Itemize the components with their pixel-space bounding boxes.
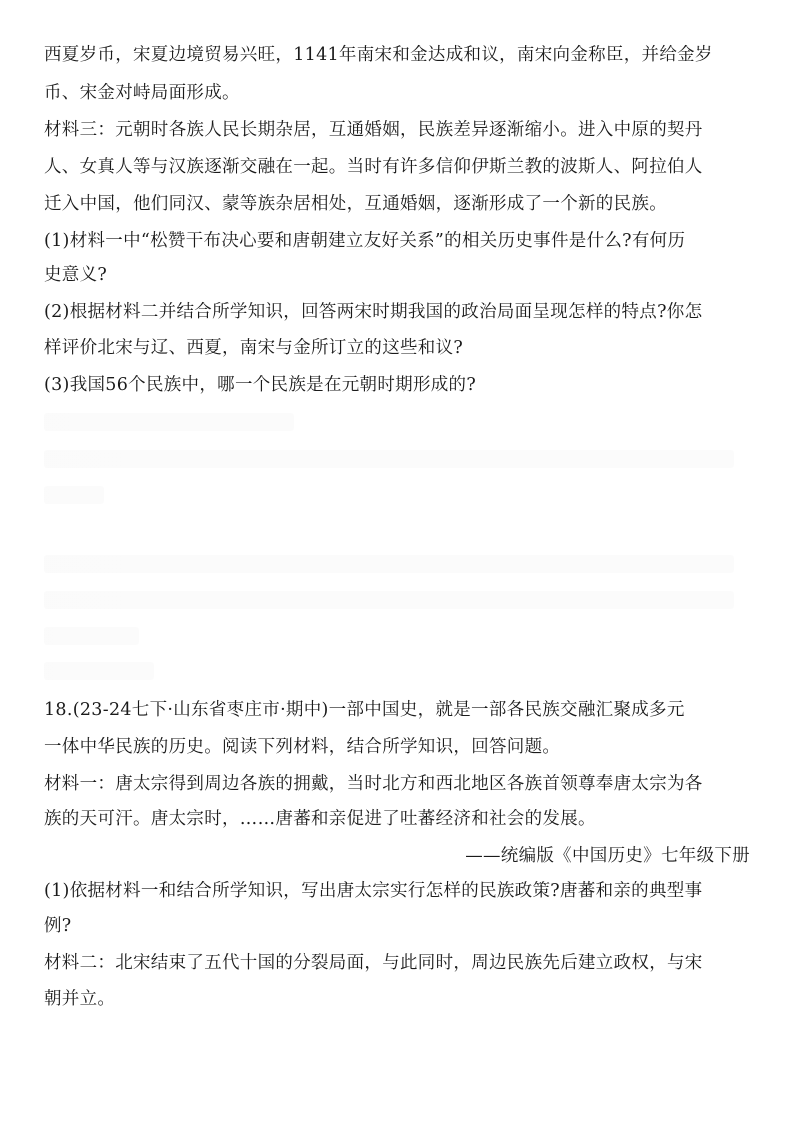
text-line: 一体中华民族的历史。阅读下列材料，结合所学知识，回答问题。 [44, 737, 561, 757]
question-3-line: (3)我国56个民族中，哪一个民族是在元朝时期形成的? [44, 375, 477, 395]
question-2-line: 样评价北宋与辽、西夏，南宋与金所订立的这些和议? [44, 338, 464, 358]
question-18-header: 18.(23-24七下·山东省枣庄市·期中)一部中国史，就是一部各民族交融汇聚成多元 [44, 700, 685, 720]
text-line: 材料二：北宋结束了五代十国的分裂局面，与此同时，周边民族先后建立政权，与宋 [44, 953, 703, 973]
question-line: 例? [44, 916, 72, 936]
question-1-line: 史意义? [44, 265, 108, 285]
faded-answer-area [44, 627, 139, 645]
text-line: 币、宋金对峙局面形成。 [44, 83, 240, 103]
text-line: 人、女真人等与汉族逐渐交融在一起。当时有许多信仰伊斯兰教的波斯人、阿拉伯人 [44, 157, 703, 177]
source-citation: ——统编版《中国历史》七年级下册 [465, 846, 750, 866]
faded-answer-area [44, 555, 734, 573]
text-line: 迁入中国，他们同汉、蒙等族杂居相处，互通婚姻，逐渐形成了一个新的民族。 [44, 194, 667, 214]
faded-answer-area [44, 486, 104, 504]
question-1-line: (1)材料一中“松赞干布决心要和唐朝建立友好关系”的相关历史事件是什么?有何历 [44, 231, 686, 251]
faded-answer-area [44, 591, 734, 609]
faded-answer-area [44, 662, 154, 680]
text-line: 材料一：唐太宗得到周边各族的拥戴，当时北方和西北地区各族首领尊奉唐太宗为各 [44, 774, 703, 794]
text-line: 西夏岁币，宋夏边境贸易兴旺，1141年南宋和金达成和议，南宋向金称臣，并给金岁 [44, 45, 713, 65]
faded-answer-area [44, 450, 734, 468]
question-line: (1)依据材料一和结合所学知识，写出唐太宗实行怎样的民族政策?唐蕃和亲的典型事 [44, 881, 703, 901]
text-line: 朝并立。 [44, 989, 116, 1009]
text-line: 族的天可汗。唐太宗时，……唐蕃和亲促进了吐蕃经济和社会的发展。 [44, 809, 596, 829]
question-2-line: (2)根据材料二并结合所学知识，回答两宋时期我国的政治局面呈现怎样的特点?你怎 [44, 302, 703, 322]
faded-answer-area [44, 413, 294, 431]
text-line: 材料三：元朝时各族人民长期杂居，互通婚姻，民族差异逐渐缩小。进入中原的契丹 [44, 120, 703, 140]
